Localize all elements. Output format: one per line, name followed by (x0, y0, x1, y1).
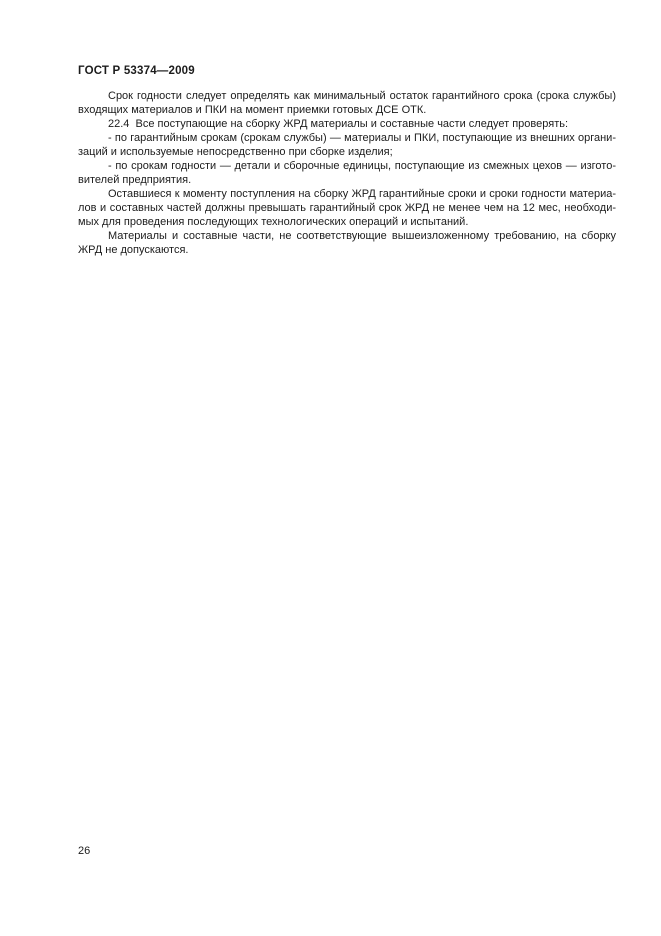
page-number: 26 (78, 845, 91, 857)
document-body-text (78, 89, 616, 257)
text-line: Материалы и составные части, не соответствующие вышеизложенному требованию, на сборку (108, 230, 616, 242)
document-header-standard-number: ГОСТ Р 53374—2009 (78, 65, 195, 77)
text-line: вителей предприятия. (78, 174, 192, 186)
text-line: мых для проведения последующих технологических операций и испытаний. (78, 216, 469, 228)
text-line: Срок годности следует определять как минимальный остаток гарантийного срока (срока службы) (108, 90, 616, 102)
text-line: заций и используемые непосредственно при сборке изделия; (78, 146, 393, 158)
text-line: входящих материалов и ПКИ на момент приемки готовых ДСЕ ОТК. (78, 104, 427, 116)
text-line: Оставшиеся к моменту поступления на сборку ЖРД гарантийные сроки и сроки годности материа- (108, 188, 616, 200)
text-line: лов и составных частей должны превышать гарантийный срок ЖРД не менее чем на 12 мес, необходи- (78, 202, 616, 214)
text-line: - по гарантийным срокам (срокам службы) — материалы и ПКИ, поступающие из внешних органи- (108, 132, 616, 144)
text-line: 22.4 Все поступающие на сборку ЖРД материалы и составные части следует проверять: (108, 118, 569, 130)
text-line: - по срокам годности — детали и сборочные единицы, поступающие из смежных цехов — изгото- (108, 160, 616, 172)
text-line: ЖРД не допускаются. (78, 244, 189, 256)
